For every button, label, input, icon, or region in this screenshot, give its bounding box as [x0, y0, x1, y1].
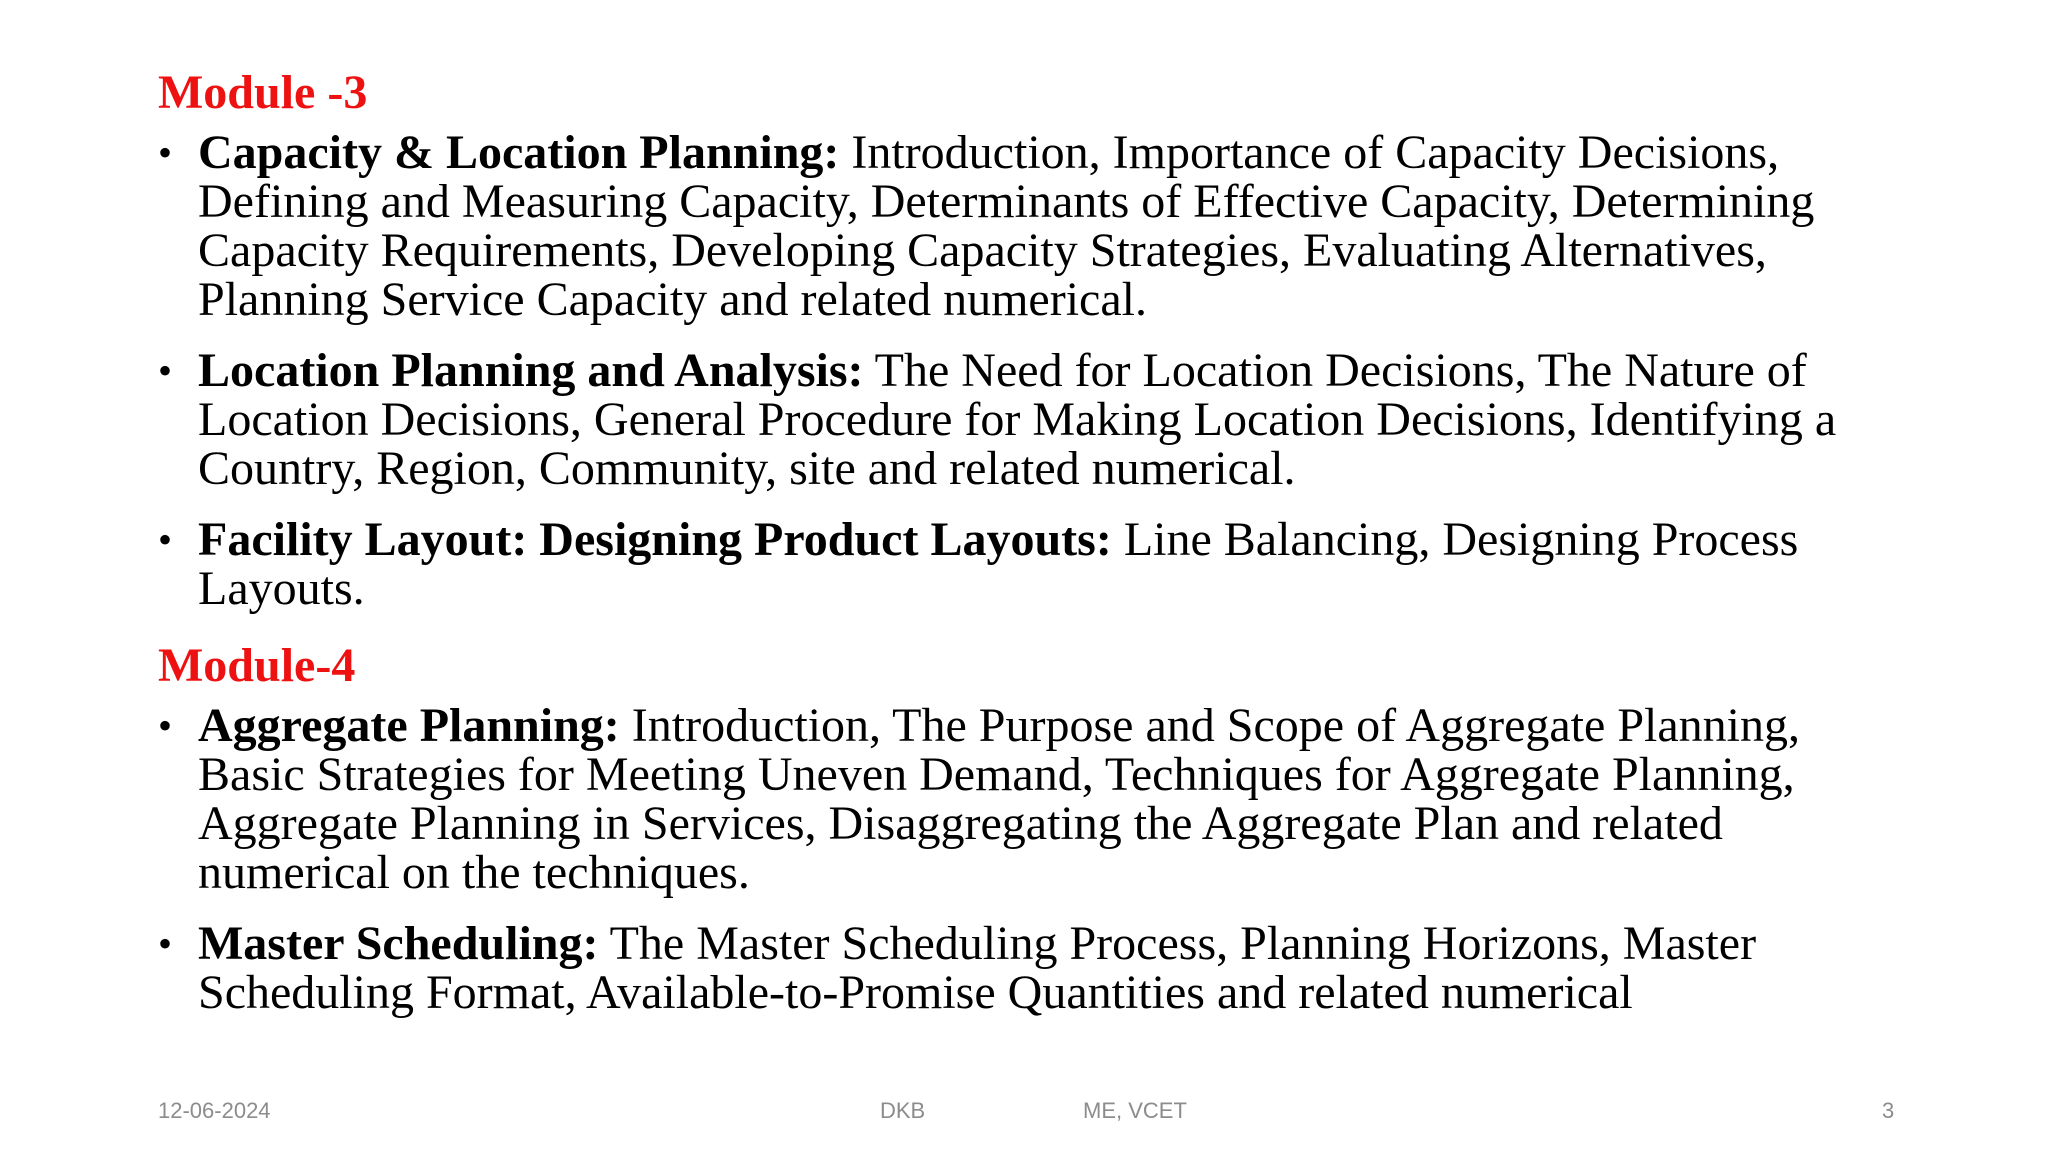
- topic-description: Line Balancing, Designing Process Layouts.: [198, 513, 1799, 615]
- bullet-icon: •: [158, 517, 173, 562]
- module-3-topic-list: [158, 128, 1918, 613]
- topic-location-planning-analysis: [158, 346, 1918, 493]
- topic-facility-layout: [158, 515, 1918, 613]
- topic-description: The Need for Location Decisions, The Nature of Location Decisions, General Procedure for Making Location Decisions, Identifying a Country, Region, Community, site and related numerical.: [198, 344, 1837, 495]
- module-3-heading: Module -3: [158, 66, 368, 119]
- footer-author: DKB: [880, 1098, 926, 1123]
- footer-department: ME, VCET: [1083, 1098, 1187, 1123]
- footer-date: 12-06-2024: [158, 1098, 271, 1123]
- topic-title: Master Scheduling:: [198, 917, 599, 970]
- bullet-icon: •: [158, 921, 173, 966]
- topic-title: Facility Layout: Designing Product Layouts:: [198, 513, 1112, 566]
- topic-title: Location Planning and Analysis:: [198, 344, 864, 397]
- topic-description: The Master Scheduling Process, Planning Horizons, Master Scheduling Format, Available-to-Promise Quantities and related numerical: [198, 917, 1757, 1019]
- topic-aggregate-planning: [158, 701, 1918, 897]
- slide-content: [158, 62, 1918, 1039]
- topic-description: Introduction, Importance of Capacity Decisions, Defining and Measuring Capacity, Determinants of Effective Capacity, Determining Capacity Requirements, Developing Capacity Strategies, Evaluating Alternatives, Planning Service Capacity and related numerical.: [198, 126, 1815, 326]
- module-4-topic-list: [158, 701, 1918, 1017]
- bullet-icon: •: [158, 703, 173, 748]
- topic-master-scheduling: [158, 919, 1918, 1017]
- bullet-icon: •: [158, 348, 173, 393]
- topic-title: Aggregate Planning:: [198, 699, 620, 752]
- topic-description: Introduction, The Purpose and Scope of Aggregate Planning, Basic Strategies for Meeting Uneven Demand, Techniques for Aggregate Planning, Aggregate Planning in Services, Disaggregating the Aggregate Plan and related numerical on the techniques.: [198, 699, 1800, 899]
- topic-title: Capacity & Location Planning:: [198, 126, 840, 179]
- bullet-icon: •: [158, 130, 173, 175]
- topic-capacity-location-planning: [158, 128, 1918, 324]
- footer-page-number: 3: [1882, 1098, 1895, 1123]
- module-4-heading: Module-4: [158, 639, 356, 692]
